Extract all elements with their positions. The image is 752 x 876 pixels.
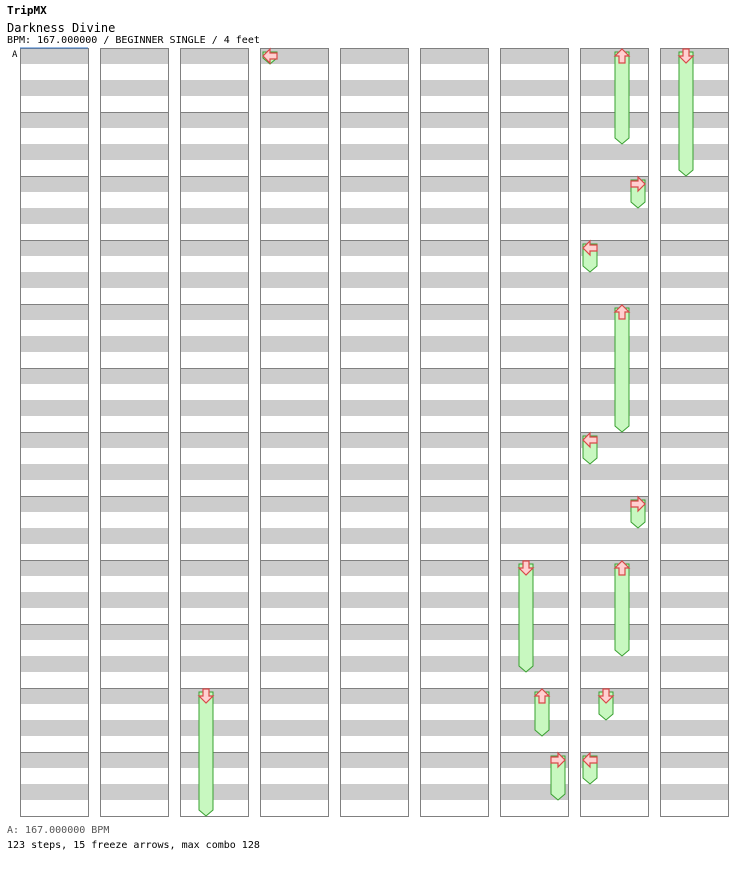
beat-band xyxy=(180,752,248,768)
beat-band xyxy=(500,240,568,256)
beat-band xyxy=(100,112,168,128)
beat-band xyxy=(500,400,568,416)
beat-band xyxy=(100,48,168,64)
beat-band xyxy=(340,592,408,608)
beat-band xyxy=(660,688,728,704)
beat-band xyxy=(20,592,88,608)
beat-band xyxy=(260,496,328,512)
beat-band xyxy=(100,432,168,448)
beat-band xyxy=(660,400,728,416)
beat-band xyxy=(260,688,328,704)
beat-band xyxy=(180,656,248,672)
beat-band xyxy=(20,720,88,736)
site-name: TripMX xyxy=(7,4,47,17)
beat-band xyxy=(260,560,328,576)
bpm-legend: A: 167.000000 BPM xyxy=(7,825,110,836)
beat-band xyxy=(660,656,728,672)
beat-band xyxy=(100,272,168,288)
beat-band xyxy=(580,208,648,224)
beat-band xyxy=(340,688,408,704)
beat-band xyxy=(20,624,88,640)
chart-stats: 123 steps, 15 freeze arrows, max combo 128 xyxy=(7,840,260,851)
beat-band xyxy=(660,208,728,224)
beat-band xyxy=(420,112,488,128)
chart-info: BPM: 167.000000 / BEGINNER SINGLE / 4 feet xyxy=(7,35,260,46)
beat-band xyxy=(580,272,648,288)
beat-band xyxy=(660,432,728,448)
beat-band xyxy=(180,560,248,576)
beat-band xyxy=(580,528,648,544)
beat-band xyxy=(180,528,248,544)
beat-band xyxy=(660,368,728,384)
beat-band xyxy=(580,80,648,96)
beat-band xyxy=(340,432,408,448)
beat-band xyxy=(500,496,568,512)
beat-band xyxy=(180,48,248,64)
beat-band xyxy=(20,496,88,512)
beat-band xyxy=(20,432,88,448)
beat-band xyxy=(500,368,568,384)
beat-band xyxy=(660,464,728,480)
beat-band xyxy=(180,400,248,416)
beat-band xyxy=(100,592,168,608)
beat-band xyxy=(100,496,168,512)
beat-band xyxy=(20,528,88,544)
freeze-arrow xyxy=(615,308,629,432)
beat-band xyxy=(660,496,728,512)
beat-band xyxy=(500,48,568,64)
beat-band xyxy=(100,208,168,224)
beat-band xyxy=(580,400,648,416)
beat-band xyxy=(340,464,408,480)
beat-band xyxy=(340,48,408,64)
beat-band xyxy=(20,80,88,96)
beat-band xyxy=(580,336,648,352)
beat-band xyxy=(260,240,328,256)
beat-band xyxy=(180,272,248,288)
beat-band xyxy=(420,464,488,480)
beat-band xyxy=(180,496,248,512)
beat-band xyxy=(420,688,488,704)
beat-band xyxy=(100,336,168,352)
beat-band xyxy=(500,208,568,224)
beat-band xyxy=(340,656,408,672)
beat-band xyxy=(180,176,248,192)
beat-band xyxy=(340,624,408,640)
beat-band xyxy=(340,336,408,352)
beat-band xyxy=(420,592,488,608)
beat-band xyxy=(420,80,488,96)
beat-band xyxy=(20,560,88,576)
beat-band xyxy=(260,784,328,800)
beat-band xyxy=(660,528,728,544)
beat-band xyxy=(500,336,568,352)
beat-band xyxy=(260,720,328,736)
beat-band xyxy=(260,432,328,448)
beat-band xyxy=(420,656,488,672)
bpm-change-marker: A xyxy=(12,50,18,60)
beat-band xyxy=(500,144,568,160)
beat-band xyxy=(100,624,168,640)
beat-band xyxy=(420,176,488,192)
beat-band xyxy=(420,48,488,64)
beat-band xyxy=(340,208,408,224)
beat-band xyxy=(660,720,728,736)
beat-band xyxy=(340,784,408,800)
beat-band xyxy=(660,304,728,320)
beat-band xyxy=(580,144,648,160)
beat-band xyxy=(180,208,248,224)
beat-band xyxy=(100,240,168,256)
beat-band xyxy=(340,240,408,256)
beat-band xyxy=(340,304,408,320)
beat-band xyxy=(660,176,728,192)
beat-band xyxy=(20,752,88,768)
beat-band xyxy=(420,208,488,224)
beat-band xyxy=(660,240,728,256)
freeze-arrow xyxy=(199,692,213,816)
beat-band xyxy=(580,688,648,704)
beat-band xyxy=(420,528,488,544)
beat-band xyxy=(180,432,248,448)
beat-band xyxy=(420,432,488,448)
song-title: Darkness Divine xyxy=(7,21,116,35)
beat-band xyxy=(180,368,248,384)
freeze-arrow xyxy=(519,564,533,672)
beat-band xyxy=(420,752,488,768)
beat-band xyxy=(580,48,648,64)
beat-band xyxy=(100,560,168,576)
freeze-arrow xyxy=(615,564,629,656)
beat-band xyxy=(340,720,408,736)
beat-band xyxy=(260,592,328,608)
beat-band xyxy=(260,272,328,288)
beat-band xyxy=(420,624,488,640)
beat-band xyxy=(100,304,168,320)
beat-band xyxy=(20,656,88,672)
beat-band xyxy=(20,688,88,704)
beat-band xyxy=(420,304,488,320)
beat-band xyxy=(660,784,728,800)
beat-band xyxy=(100,176,168,192)
beat-band xyxy=(580,112,648,128)
beat-band xyxy=(260,208,328,224)
beat-band xyxy=(340,80,408,96)
beat-band xyxy=(20,208,88,224)
beat-band xyxy=(340,752,408,768)
beat-band xyxy=(580,560,648,576)
beat-band xyxy=(20,368,88,384)
beat-band xyxy=(340,144,408,160)
beat-band xyxy=(180,304,248,320)
beat-band xyxy=(260,656,328,672)
beat-band xyxy=(660,80,728,96)
beat-band xyxy=(340,560,408,576)
beat-band xyxy=(420,336,488,352)
beat-band xyxy=(260,304,328,320)
beat-band xyxy=(180,112,248,128)
beat-band xyxy=(500,432,568,448)
beat-band xyxy=(260,400,328,416)
beat-band xyxy=(180,720,248,736)
beat-band xyxy=(260,80,328,96)
beat-band xyxy=(500,656,568,672)
freeze-arrow xyxy=(615,52,629,144)
beat-band xyxy=(100,400,168,416)
beat-band xyxy=(500,528,568,544)
beat-band xyxy=(420,784,488,800)
beat-band xyxy=(580,784,648,800)
beat-band xyxy=(340,272,408,288)
beat-band xyxy=(20,144,88,160)
beat-band xyxy=(420,720,488,736)
beat-band xyxy=(180,240,248,256)
beat-band xyxy=(580,624,648,640)
beat-band xyxy=(180,688,248,704)
beat-band xyxy=(260,368,328,384)
beat-band xyxy=(20,304,88,320)
beat-band xyxy=(660,592,728,608)
beat-band xyxy=(580,592,648,608)
beat-band xyxy=(420,240,488,256)
beat-band xyxy=(420,272,488,288)
beat-band xyxy=(180,592,248,608)
beat-band xyxy=(260,336,328,352)
beat-band xyxy=(340,496,408,512)
beat-band xyxy=(100,464,168,480)
beat-band xyxy=(180,144,248,160)
beat-band xyxy=(580,368,648,384)
beat-band xyxy=(180,784,248,800)
beat-band xyxy=(20,464,88,480)
beat-band xyxy=(100,688,168,704)
beat-band xyxy=(500,112,568,128)
beat-band xyxy=(260,176,328,192)
beat-band xyxy=(660,336,728,352)
beat-band xyxy=(660,48,728,64)
beat-band xyxy=(180,624,248,640)
beat-band xyxy=(20,272,88,288)
beat-band xyxy=(260,624,328,640)
beat-band xyxy=(100,80,168,96)
beat-band xyxy=(100,720,168,736)
beat-band xyxy=(100,752,168,768)
beat-band xyxy=(180,336,248,352)
beat-band xyxy=(260,528,328,544)
beat-band xyxy=(340,528,408,544)
beat-band xyxy=(660,144,728,160)
beat-band xyxy=(20,112,88,128)
beat-band xyxy=(580,656,648,672)
beat-band xyxy=(260,144,328,160)
beat-band xyxy=(580,304,648,320)
beat-band xyxy=(580,720,648,736)
beat-band xyxy=(340,176,408,192)
beat-band xyxy=(500,304,568,320)
beat-band xyxy=(660,272,728,288)
beat-band xyxy=(100,528,168,544)
beat-band xyxy=(20,336,88,352)
beat-band xyxy=(660,624,728,640)
beat-band xyxy=(260,752,328,768)
beat-band xyxy=(500,176,568,192)
beat-band xyxy=(100,368,168,384)
beat-band xyxy=(100,144,168,160)
beat-band xyxy=(100,656,168,672)
beat-band xyxy=(20,48,88,64)
beat-band xyxy=(100,784,168,800)
beat-band xyxy=(500,464,568,480)
beat-band xyxy=(420,400,488,416)
beat-band xyxy=(500,560,568,576)
beat-band xyxy=(500,624,568,640)
beat-band xyxy=(660,560,728,576)
beat-band xyxy=(20,240,88,256)
beat-band xyxy=(420,144,488,160)
beat-band xyxy=(180,464,248,480)
beat-band xyxy=(500,720,568,736)
beat-band xyxy=(500,80,568,96)
beat-band xyxy=(500,272,568,288)
beat-band xyxy=(660,112,728,128)
beat-band xyxy=(20,400,88,416)
beat-band xyxy=(420,560,488,576)
beat-band xyxy=(20,784,88,800)
beat-band xyxy=(580,464,648,480)
beat-band xyxy=(660,752,728,768)
beat-band xyxy=(20,176,88,192)
beat-band xyxy=(340,112,408,128)
beat-band xyxy=(180,80,248,96)
beat-band xyxy=(340,400,408,416)
beat-band xyxy=(420,368,488,384)
beat-band xyxy=(260,112,328,128)
beat-band xyxy=(260,464,328,480)
beat-band xyxy=(500,688,568,704)
beat-band xyxy=(340,368,408,384)
freeze-arrow xyxy=(679,52,693,176)
beat-band xyxy=(500,592,568,608)
beat-band xyxy=(420,496,488,512)
